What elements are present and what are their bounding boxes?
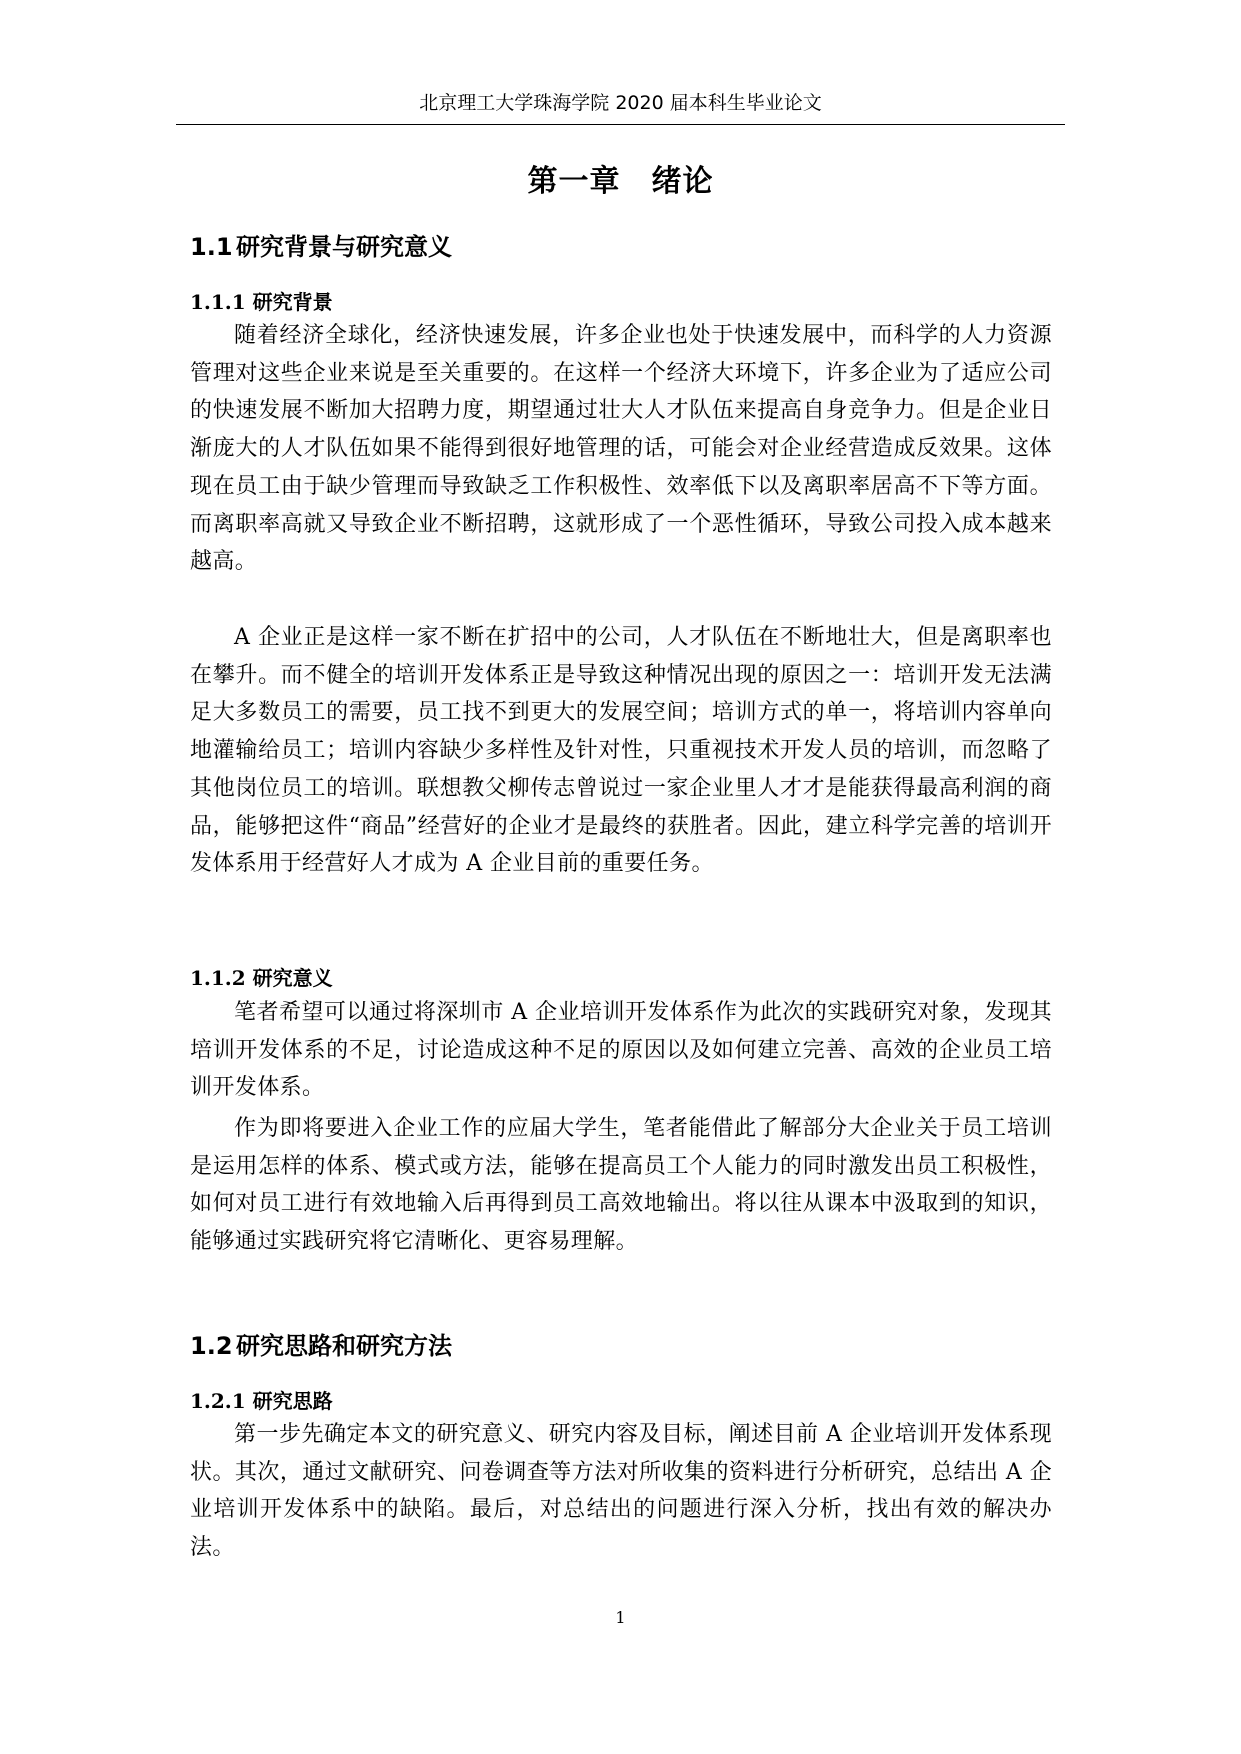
paragraph: 笔者希望可以通过将深圳市 A 企业培训开发体系作为此次的实践研究对象，发现其培训开发体系的不足，讨论造成这种不足的原因以及如何建立完善、高效的企业员工培训开发体系。 [190, 1000, 1052, 1101]
section-title: 研究背景与研究意义 [236, 233, 452, 261]
chapter-title: 第一章 绪论 [527, 164, 714, 199]
paragraph: 作为即将要进入企业工作的应届大学生，笔者能借此了解部分大企业关于员工培训是运用怎样的体系、模式或方法，能够在提高员工个人能力的同时激发出员工积极性，如何对员工进行有效地输入后再得到员工高效地输出。将以往从课本中汲取到的知识，能够通过实践研究将它清晰化、更容易理解。 [190, 1116, 1052, 1255]
section-heading-1-1 [190, 230, 452, 264]
page-number: 1 [615, 1608, 626, 1627]
subsection-heading-1-2-1: 1.2.1 研究思路 [190, 1389, 333, 1413]
subsection-heading-1-1-1: 1.1.1 研究背景 [190, 290, 333, 314]
section-title: 研究思路和研究方法 [236, 1332, 452, 1360]
section-number: 1.2 [190, 1332, 233, 1360]
paragraph: 第一步先确定本文的研究意义、研究内容及目标，阐述目前 A 企业培训开发体系现状。其次，通过文献研究、问卷调查等方法对所收集的资料进行分析研究，总结出 A 企业培训开发体系中的缺陷。最后，对总结出的问题进行深入分析，找出有效的解决办法。 [190, 1422, 1052, 1561]
section-heading-1-2 [190, 1329, 452, 1363]
paragraph: A 企业正是这样一家不断在扩招中的公司，人才队伍在不断地壮大，但是离职率也在攀升。而不健全的培训开发体系正是导致这种情况出现的原因之一：培训开发无法满足大多数员工的需要，员工找不到更大的发展空间；培训方式的单一，将培训内容单向地灌输给员工；培训内容缺少多样性及针对性，只重视技术开发人员的培训，而忽略了其他岗位员工的培训。联想教父柳传志曾说过一家企业里人才才是能获得最高利润的商品，能够把这件“商品”经营好的企业才是最终的获胜者。因此，建立科学完善的培训开发体系用于经营好人才成为 A 企业目前的重要任务。 [190, 625, 1052, 877]
subsection-heading-1-1-2: 1.1.2 研究意义 [190, 966, 333, 990]
running-header: 北京理工大学珠海学院 2020 届本科生毕业论文 [176, 90, 1065, 125]
section-number: 1.1 [190, 233, 233, 261]
paragraph: 随着经济全球化，经济快速发展，许多企业也处于快速发展中，而科学的人力资源管理对这些企业来说是至关重要的。在这样一个经济大环境下，许多企业为了适应公司的快速发展不断加大招聘力度，期望通过壮大人才队伍来提高自身竞争力。但是企业日渐庞大的人才队伍如果不能得到很好地管理的话，可能会对企业经营造成反效果。这体现在员工由于缺少管理而导致缺乏工作积极性、效率低下以及离职率居高不下等方面。而离职率高就又导致企业不断招聘，这就形成了一个恶性循环，导致公司投入成本越来越高。 [190, 323, 1052, 575]
